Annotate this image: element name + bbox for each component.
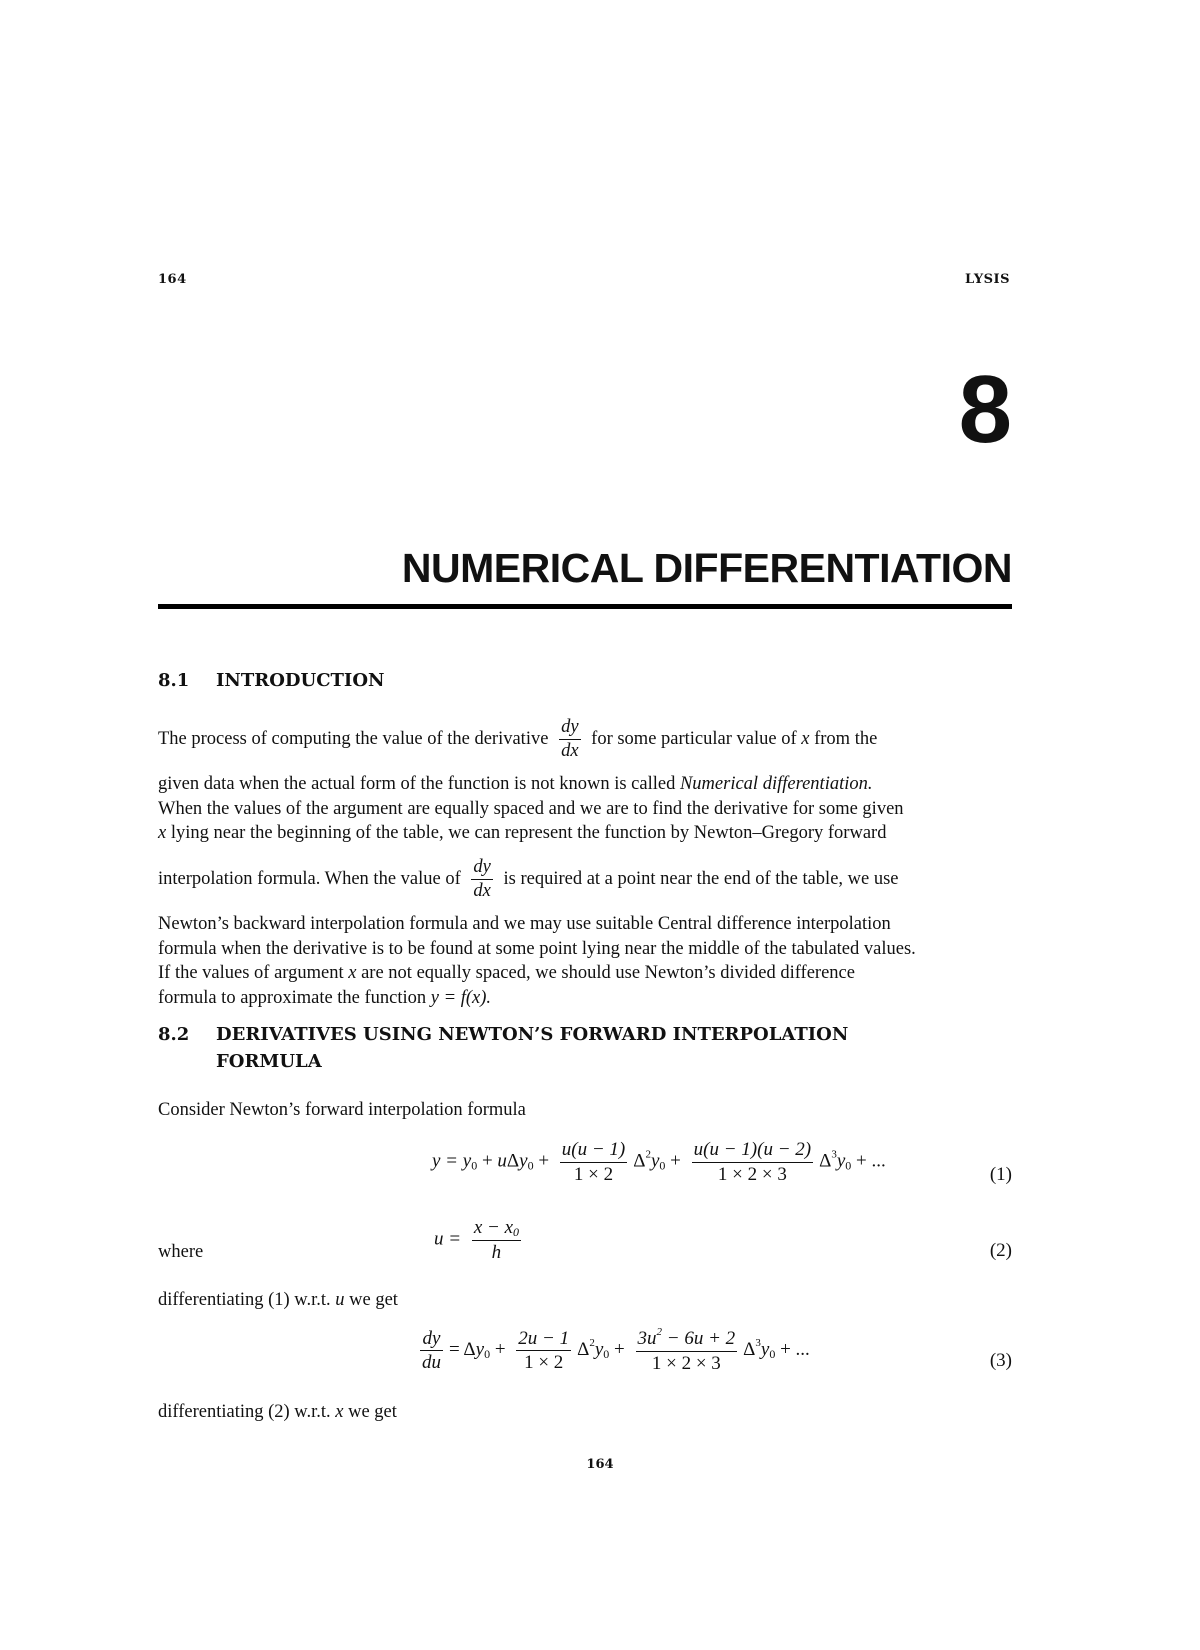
text: formula to approximate the function [158, 987, 427, 1008]
var-x: x [158, 823, 167, 843]
var-x: x [801, 728, 810, 749]
text: If the values of argument [158, 963, 344, 983]
section-title: DERIVATIVES USING NEWTON’S FORWARD INTERPOLATION [216, 1024, 849, 1045]
denominator: 1 × 2 [524, 1352, 564, 1374]
section-title-cont: FORMULA [216, 1051, 322, 1072]
equation-number-3: (3) [989, 1350, 1012, 1371]
text: from the [814, 728, 878, 749]
page-number-bottom: 164 [586, 1457, 614, 1472]
fraction [516, 1327, 571, 1376]
section-heading-introduction [158, 670, 385, 691]
line: When the values of the argument are equally spaced and we are to find the derivative for some given [158, 798, 904, 819]
differentiating-line-1 [158, 1288, 1012, 1313]
page-number-top: 164 [158, 272, 187, 287]
fraction-dy-dx [471, 856, 492, 903]
intro-body [158, 772, 1012, 846]
chapter-number: 8 [958, 356, 1012, 463]
chapter-title: NUMERICAL DIFFERENTIATION [401, 545, 1012, 591]
section-title: INTRODUCTION [216, 670, 385, 691]
equation-3: $\frac{dy}{du}$ = $\Delta y_0$ + $\frac{2u - 1}{1 \times 2}$ $\Delta^2y_0$ + $\frac{3u^2 - 6u + 2}{1 \times 2 \times 3}$ $\Delta^3y_0$ + ... [422, 1326, 810, 1374]
numerator-tail: − 6u + 2 [662, 1328, 736, 1349]
numerator: 2u − 1 [516, 1327, 571, 1352]
denominator: h [491, 1242, 502, 1263]
text: The process of computing the value of the derivative [158, 728, 549, 749]
eq-term: u = [434, 1228, 462, 1250]
where-label: where [158, 1242, 204, 1262]
denominator: dx [561, 741, 579, 762]
denominator: 1 × 2 × 3 [651, 1352, 721, 1374]
fraction [560, 1138, 627, 1187]
differentiating-line-2 [158, 1400, 1012, 1425]
eq-term: y = y [432, 1150, 472, 1172]
var: u [335, 1290, 345, 1310]
text: is required at a point near the end of the table, we use [503, 868, 899, 889]
equation-number-2: (2) [989, 1240, 1012, 1261]
fraction: $\frac{x - x_0}{h}$ [473, 1217, 520, 1263]
consider-line: Consider Newton’s forward interpolation formula [158, 1100, 526, 1120]
numerator: dy [420, 1327, 443, 1352]
text: differentiating (1) w.r.t. [158, 1290, 331, 1310]
fraction-dy-du [420, 1327, 443, 1376]
section-number: 8.1 [158, 670, 190, 691]
equation-2 [434, 1216, 527, 1265]
denominator: dx [473, 881, 491, 902]
numerator: dy [471, 856, 492, 880]
text: are not equally spaced, we should use Newton’s divided difference [361, 963, 855, 983]
chapter-rule [158, 604, 1012, 609]
intro-line-5 [158, 856, 1012, 903]
line [158, 772, 1012, 797]
var-x: x [348, 963, 357, 983]
numerator: u(u − 1) [560, 1138, 627, 1163]
text: differentiating (2) w.r.t. [158, 1402, 331, 1422]
text: interpolation formula. When the value of [158, 868, 461, 889]
emphasis: Numerical differentiation. [679, 774, 873, 794]
fraction: $\frac{3u^2 - 6u + 2}{1 \times 2 \times 3}$ [637, 1326, 736, 1374]
fraction [692, 1138, 813, 1187]
equation-number-1: (1) [989, 1164, 1012, 1185]
heading-line [158, 1021, 1012, 1048]
denominator: 1 × 2 [573, 1163, 614, 1185]
text: given data when the actual form of the function is not known is called [158, 774, 676, 794]
line [158, 986, 1012, 1011]
section-heading-newton-forward [158, 1021, 1012, 1075]
numerator: dy [559, 716, 580, 740]
section-number: 8.2 [158, 1024, 190, 1045]
denominator: du [422, 1352, 441, 1374]
line [158, 821, 1012, 846]
text: we get [348, 1402, 397, 1422]
intro-body-2 [158, 912, 1012, 1010]
text: we get [349, 1290, 398, 1310]
line: Newton’s backward interpolation formula and we may use suitable Central difference interpolation [158, 914, 891, 934]
intro-line-1 [158, 716, 1012, 763]
denominator: 1 × 2 × 3 [717, 1163, 787, 1185]
fraction-dy-dx [559, 716, 580, 763]
var: x [335, 1402, 344, 1422]
function-expression: y = f(x). [430, 987, 492, 1008]
running-title: LYSIS [965, 272, 1010, 287]
text: lying near the beginning of the table, we can represent the function by Newton–Gregory forward [170, 823, 887, 843]
line [158, 961, 1012, 986]
numerator: x − x [473, 1217, 514, 1238]
numerator: u(u − 1)(u − 2) [692, 1138, 813, 1163]
numerator: 3u [637, 1328, 657, 1349]
equation-1: $y = y_0 + u\Delta y_0$ + $\frac{u(u - 1)}{1 \times 2}$ $\Delta^2y_0$ + $\frac{u(u - 1)(u - 2)}{1 \times 2 \times 3}$ $\Delta^3y_0$ + ... [432, 1139, 886, 1185]
line: formula when the derivative is to be found at some point lying near the middle of the tabulated values. [158, 938, 916, 959]
text: for some particular value of [591, 728, 797, 749]
